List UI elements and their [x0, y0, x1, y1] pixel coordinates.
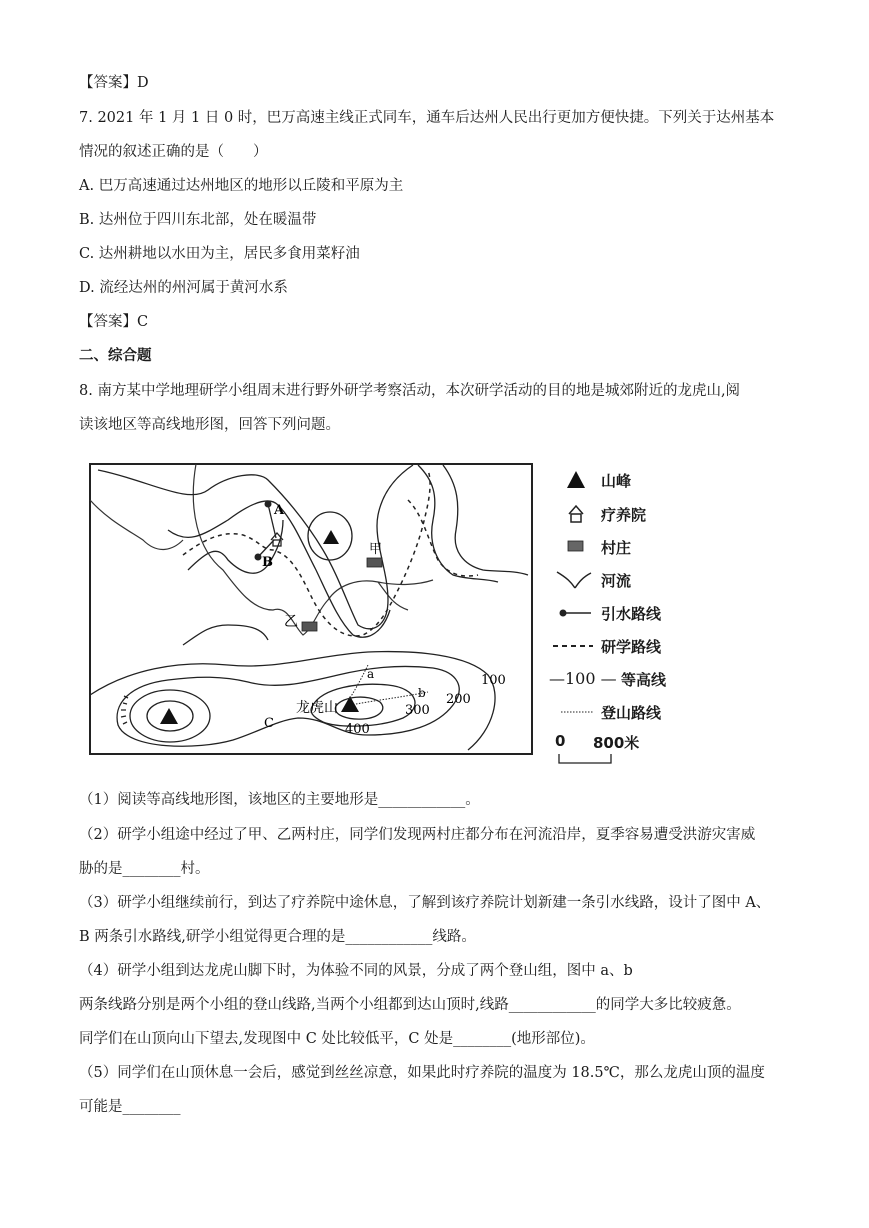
- contour-north-4: [183, 625, 268, 645]
- river-icon: [543, 568, 593, 592]
- q7-stem-1: 7. 2021 年 1 月 1 日 0 时，巴万高速主线正式同车，通车后达州人民出行更加方便快捷。下列关于达州基本: [79, 110, 775, 126]
- village-jia-icon: [367, 558, 382, 567]
- q7-stem-2: 情况的叙述正确的是（ ）: [79, 144, 268, 160]
- contour-right-2: [443, 465, 528, 575]
- sub-q4-1: （4）研学小组到达龙虎山脚下时，为体验不同的风景，分成了两个登山组，图中 a、b: [79, 963, 633, 979]
- sub-q2-1: （2）研学小组途中经过了甲、乙两村庄，同学们发现两村庄都分布在河流沿岸，夏季容易遭受洪游灾害威: [79, 827, 756, 843]
- river-main: [193, 464, 433, 635]
- label-a: a: [367, 667, 375, 681]
- sub-q4-2: 两条线路分别是两个小组的登山线路,当两个小组都到达山顶时,线路____________的同学大多比较疲惫。: [79, 997, 741, 1013]
- river-east: [378, 582, 408, 610]
- contour-label-400: 400: [345, 722, 370, 737]
- legend-water-route-label: 引水路线: [601, 605, 662, 623]
- sub-q3-1: （3）研学小组继续前行，到达了疗养院中途休息，了解到该疗养院计划新建一条引水线路，设计了图中 A、: [79, 895, 771, 911]
- legend-contour-sample: —100 —: [549, 669, 617, 688]
- q7-option-a: A. 巴万高速通过达州地区的地形以丘陵和平原为主: [79, 178, 404, 194]
- q8-stem-1: 8. 南方某中学地理研学小组周末进行野外研学考察活动，本次研学活动的目的地是城郊附近的龙虎山,阅: [79, 383, 741, 399]
- q7-option-d: D. 流经达州的州河属于黄河水系: [79, 280, 288, 296]
- contour-south-100: [90, 652, 495, 750]
- sanatorium-icon: [543, 502, 593, 526]
- label-A: A: [274, 503, 285, 518]
- legend-sanatorium-label: 疗养院: [601, 506, 647, 524]
- contour-label-300: 300: [405, 703, 430, 718]
- cliff-marks: [121, 696, 128, 724]
- water-route-b-dot: [255, 554, 262, 561]
- contour-map: [88, 460, 538, 765]
- q7-option-c: C. 达州耕地以水田为主，居民多食用菜籽油: [79, 246, 360, 262]
- scale-value: 800米: [593, 734, 640, 752]
- sub-q1: （1）阅读等高线地形图，该地区的主要地形是____________。: [79, 792, 480, 808]
- label-yi: 乙: [284, 614, 298, 630]
- legend-study-route-label: 研学路线: [601, 638, 662, 656]
- label-jia: 甲: [369, 542, 383, 557]
- study-route-icon: [543, 634, 593, 658]
- sub-q5-1: （5）同学们在山顶休息一会后，感觉到丝丝凉意，如果此时疗养院的温度为 18.5℃，那么龙虎山顶的温度: [79, 1065, 765, 1081]
- label-b: b: [418, 686, 426, 700]
- contour-label-200: 200: [446, 692, 471, 707]
- climb-route-icon: [543, 700, 593, 724]
- sub-q4-3: 同学们在山顶向山下望去,发现图中 C 处比较低平，C 处是________(地形部位)。: [79, 1031, 595, 1047]
- sub-q2-2: 胁的是________村。: [79, 861, 210, 877]
- river-west: [90, 500, 183, 549]
- scale-zero: 0: [555, 732, 566, 750]
- legend-peak-label: 山峰: [601, 472, 632, 490]
- line-ans6: 【答案】D: [79, 75, 149, 91]
- water-route-icon: [543, 601, 593, 625]
- q8-stem-2: 读该地区等高线地形图，回答下列问题。: [79, 417, 340, 433]
- q7-option-b: B. 达州位于四川东北部，处在暖温带: [79, 212, 317, 228]
- scale-bar: [543, 730, 703, 770]
- contour-label-100: 100: [481, 673, 506, 688]
- label-longhu-peak: 龙虎山: [296, 700, 338, 716]
- label-C: C: [264, 716, 274, 731]
- contour-longhu-400: [335, 697, 382, 719]
- label-B: B: [262, 555, 273, 570]
- contour-north-inner: [168, 501, 390, 637]
- sub-q5-2: 可能是________: [79, 1099, 181, 1115]
- peak-icon-west: [160, 708, 178, 724]
- legend-river-label: 河流: [601, 572, 632, 590]
- peak-icon-north: [323, 530, 339, 544]
- scale-line: [543, 752, 643, 766]
- map-legend: [543, 466, 703, 776]
- village-icon: [543, 535, 593, 559]
- legend-contour-label: 等高线: [621, 671, 667, 689]
- legend-climb-route-label: 登山路线: [601, 704, 662, 722]
- section-heading: 二、综合题: [79, 347, 152, 364]
- sub-q3-2: B 两条引水路线,研学小组觉得更合理的是____________线路。: [79, 929, 476, 945]
- legend-village-label: 村庄: [601, 539, 632, 557]
- water-route-a-dot: [265, 501, 272, 508]
- village-yi-icon: [302, 622, 317, 631]
- line-ans7: 【答案】C: [79, 314, 149, 330]
- peak-icon: [543, 468, 593, 492]
